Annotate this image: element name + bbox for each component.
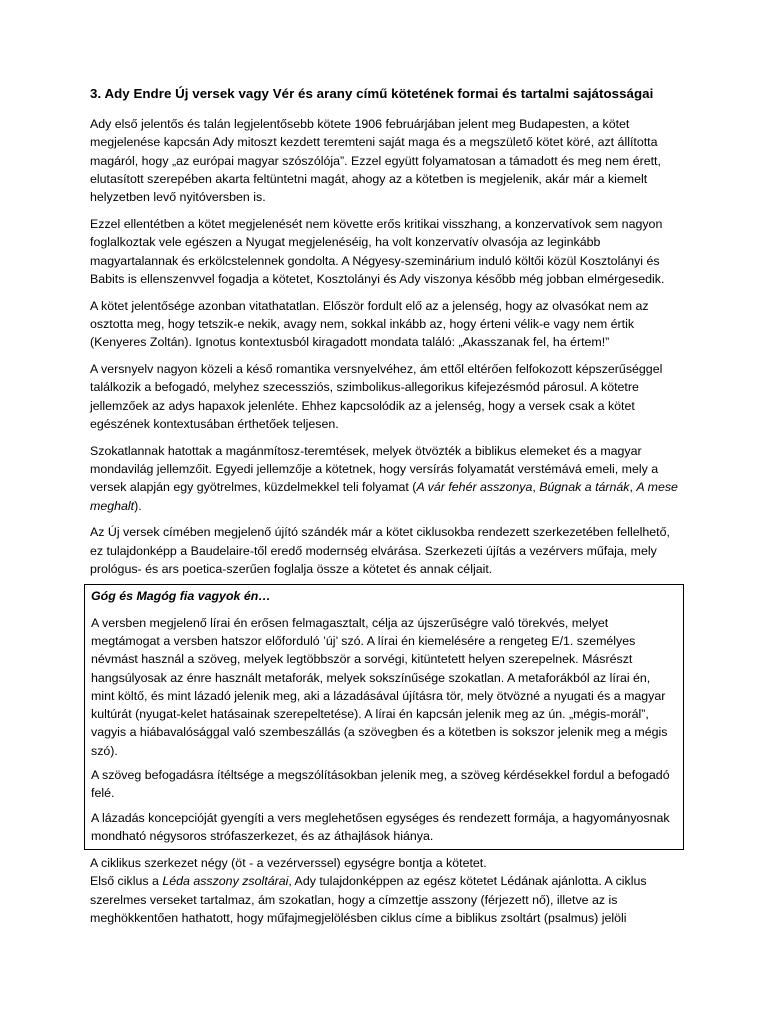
- paragraph-cycles: A ciklikus szerkezet négy (öt - a vezérverssel) egységre bontja a kötetet.: [90, 856, 487, 871]
- first-cycle-start: Első ciklus a: [90, 874, 163, 889]
- poem-analysis-box: [84, 584, 684, 850]
- paragraph-structure: Az Új versek címében megjelenő újító szándék már a kötet ciklusokba rendezett szerkezetében fellelhető, ez tulajdonképp a Baudelaire-től eredő modernség elvárása. Szerkezeti újítás a vezérvers műfaja, mely prológus- és ars poetica-szerűen foglalja össze a kötetet és annak céljait.: [90, 525, 670, 577]
- document-body: [90, 85, 678, 927]
- cycle-title-leda: Léda asszony zsoltárai: [162, 874, 289, 889]
- paragraph-first-cycle: [90, 872, 678, 927]
- paragraph-intro: Ady első jelentős és talán legjelentősebb kötete 1906 februárjában jelent meg Budapesten, a kötet megjelenése kapcsán Ady mitoszt kezdett teremteni saját maga és a megszülető kötet köré, azt állította magáról, hogy „az európai magyar szószólója”. Ezzel együtt folyamatosan a támadott és meg nem érett, elutasított szerepében akarta feltüntetni magát, ahogy az a kötetben is megjelenik, akár már a kiemelt helyzetben levő nyitóversben is.: [90, 117, 661, 205]
- poem-title-tarnak: Búgnak a tárnák: [539, 480, 630, 495]
- box-title: Góg és Magóg fia vagyok én…: [91, 589, 271, 604]
- section-heading: 3. Ady Endre Új versek vagy Vér és arany című kötetének formai és tartalmi sajátosságai: [90, 86, 654, 101]
- myth-text: Szokatlannak hatottak a magánmítosz-teremtések, melyek ötvözték a biblikus elemeket és a magyar mondavilág jellemzőit. Egyedi jellemzője a kötetnek, hogy versírás folyamatát verstémává emeli, mely a versek alapján egy gyötrelmes, küzdelmekkel teli folyamat (: [90, 443, 659, 495]
- box-paragraph-lyric-self: A versben megjelenő lírai én erősen felmagasztalt, célja az újszerűségre való törekvés, melyet megtámogat a versben hatszor előforduló ’új’ szó. A lírai én kiemelésére a rengeteg E/1. személyes névmást használ a szöveg, melyek legtöbbször a sorvégi, kitüntetett helyen szerepelnek. Másrészt hangsúlyosak az énre használt metaforák, melyek sokszínűsége szokatlan. A metaforákból az lírai én, mint költő, és mint lázadó jelenik meg, aki a lázadásával újításra tör, mely ötvözné a nyugati és a magyar kultúrát (nyugat-kelet hatásainak szerepeltetése). A lírai én kapcsán jelenik meg az ún. „mégis-morál”, vagyis a hiábavalósággal való szembeszállás (a szövegben és a kötetben is sokszor jelenik meg a mégis szó).: [91, 615, 668, 758]
- box-paragraph-form: A lázadás koncepcióját gyengíti a vers meglehetősen egységes és rendezett formája, a hagyományosnak mondható négysoros strófaszerkezet, és az áthajlások hiánya.: [91, 810, 670, 843]
- separator: ,: [532, 480, 540, 495]
- paragraph-myth: [90, 442, 678, 515]
- poem-title-var: A vár fehér asszonya: [416, 480, 533, 495]
- paragraph-language: A versnyelv nagyon közeli a késő romantika versnyelvéhez, ám ettől eltérően felfokozott képszerűséggel találkozik a befogadó, melyhez szecessziós, szimbolikus-allegorikus kifejezésmód párosul. A kötetre jellemzőek az adys hapaxok jelenléte. Ehhez kapcsolódik az a jelenség, hogy a versek csak a kötet egészének kontextusában érthetőek teljesen.: [90, 362, 663, 431]
- poem-title-mese: A mese meghalt: [90, 480, 678, 513]
- box-paragraph-reception: A szöveg befogadásra ítéltsége a megszólításokban jelenik meg, a szöveg kérdésekkel fordul a befogadó felé.: [91, 768, 670, 801]
- separator: ,: [629, 480, 637, 495]
- closing-paren: ).: [134, 498, 142, 513]
- first-cycle-text: , Ady tulajdonképpen az egész kötetet Lédának ajánlotta. A ciklus szerelmes verseket tartalmaz, ám szokatlan, hogy a címzettje asszony (férjezett nő), illetve az is meghökkentően hathatott, hogy műfajmegjelölésben ciklus címe a biblikus zsoltárt (psalmus) jelöli: [90, 874, 647, 926]
- paragraph-reception: Ezzel ellentétben a kötet megjelenését nem követte erős kritikai visszhang, a konzervatívok sem nagyon foglalkoztak vele egészen a Nyugat megjelenéséig, ha volt konzervatív olvasója az leginkább magyartalannak és erkölcstelennek gondolta. A Négyesy-szeminárium induló költői közül Kosztolányi és Babits is ellenszenvvel fogadja a kötetet, Kosztolányi és Ady viszonya később még jobban elmérgesedik.: [90, 216, 665, 286]
- paragraph-significance: A kötet jelentősége azonban vitathatatlan. Először fordult elő az a jelenség, hogy az olvasókat nem az osztotta meg, hogy tetszik-e nekik, avagy nem, sokkal inkább az, hogy érteni vélik-e vagy nem értik (Kenyeres Zoltán). Ignotus kontextusból kiragadott mondata találó: „Akasszanak fel, ha értem!”: [90, 298, 649, 350]
